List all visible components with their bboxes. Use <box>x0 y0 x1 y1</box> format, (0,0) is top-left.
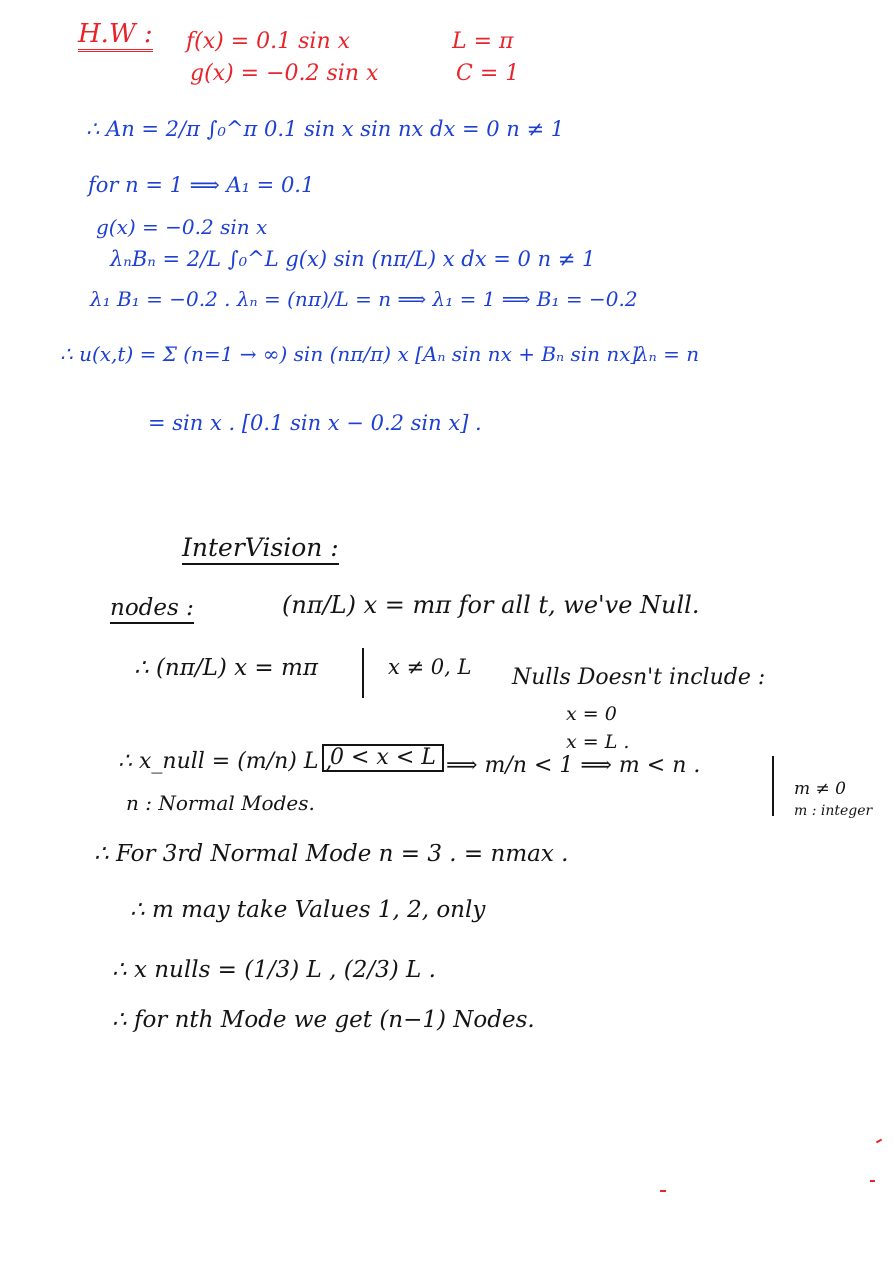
stray-mark <box>660 1190 666 1192</box>
an-equation: ∴ An = 2/π ∫₀^π 0.1 sin x sin nx dx = 0 n ≠ 1 <box>86 117 565 141</box>
f-definition: f(x) = 0.1 sin x <box>186 29 351 54</box>
implication: ⟹ m/n < 1 ⟹ m < n . <box>446 753 701 778</box>
condition-divider <box>362 648 364 698</box>
range-box: 0 < x < L <box>322 744 444 772</box>
a1-equation: for n = 1 ⟹ A₁ = 0.1 <box>88 173 315 197</box>
u-result: = sin x . [0.1 sin x − 0.2 sin x] . <box>148 411 482 435</box>
xnull-equation: ∴ x_null = (m/n) L , <box>118 749 333 774</box>
x-equals-zero: x = 0 <box>566 703 617 725</box>
nodes-equation: (nπ/L) x = mπ for all t, we've Null. <box>282 591 700 619</box>
intervision-heading: InterVision : <box>182 534 339 565</box>
bn-equation: λₙBₙ = 2/L ∫₀^L g(x) sin (nπ/L) x dx = 0 n ≠ 1 <box>110 247 596 271</box>
hw-title: H.W : <box>78 20 153 52</box>
stray-mark <box>876 1139 882 1144</box>
third-normal-mode: ∴ For 3rd Normal Mode n = 3 . = nmax . <box>94 841 569 867</box>
g-definition: g(x) = −0.2 sin x <box>190 61 379 86</box>
nulls-note: Nulls Doesn't include : <box>512 665 766 690</box>
stray-mark <box>870 1180 875 1182</box>
g-repeat: g(x) = −0.2 sin x <box>96 215 268 239</box>
lambda-n: λₙ = n <box>636 342 700 366</box>
u-solution: ∴ u(x,t) = Σ (n=1 → ∞) sin (nπ/π) x [Aₙ sin nx + Bₙ sin nx] <box>60 342 639 366</box>
condition-equation: ∴ (nπ/L) x = mπ <box>134 655 318 681</box>
x-equals-l: x = L . <box>566 731 630 753</box>
m-values: ∴ m may take Values 1, 2, only <box>130 897 486 923</box>
m-nonzero: m ≠ 0 <box>794 779 846 799</box>
l-value: L = π <box>452 29 514 54</box>
c-value: C = 1 <box>456 61 520 86</box>
b1-equation: λ₁ B₁ = −0.2 . λₙ = (nπ)/L = n ⟹ λ₁ = 1 ⟹ B₁ = −0.2 <box>90 287 638 311</box>
conclusion: ∴ for nth Mode we get (n−1) Nodes. <box>112 1007 535 1033</box>
nodes-label: nodes : <box>110 596 194 624</box>
n-normal-modes: n : Normal Modes. <box>126 791 315 815</box>
x-exclusion: x ≠ 0, L <box>388 655 472 679</box>
m-divider <box>772 756 774 816</box>
x-nulls: ∴ x nulls = (1/3) L , (2/3) L . <box>112 957 436 983</box>
m-integer: m : integer <box>794 803 873 819</box>
